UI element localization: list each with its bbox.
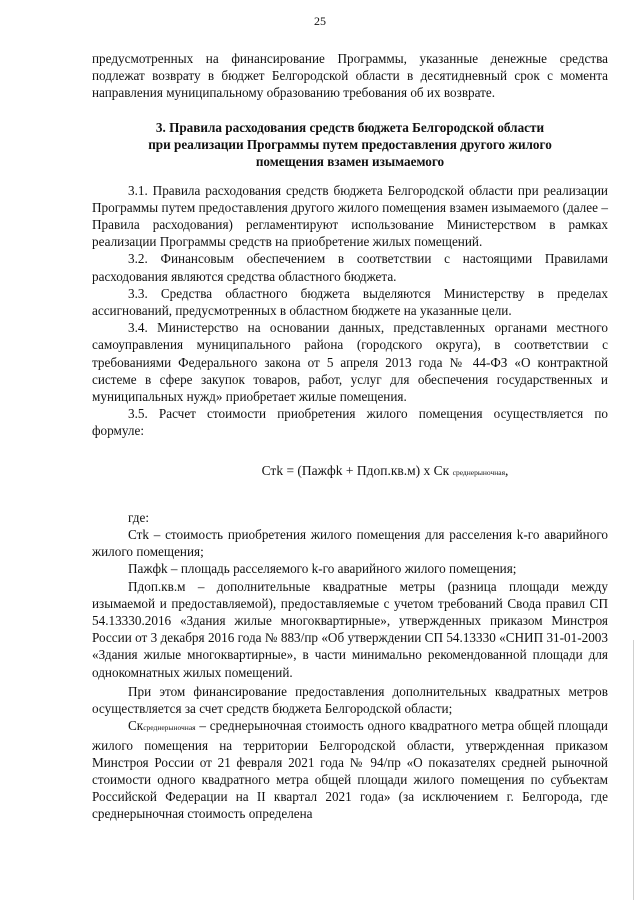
financing-paragraph: При этом финансирование предоставления дополнительных квадратных метров осуществляется за счет средств бюджета Белгородской области; (92, 683, 608, 717)
section-title-line-1: 3. Правила расходования средств бюджета Белгородской области (155, 119, 545, 135)
section-title-line-2: при реализации Программы путем предоставления другого жилого (148, 136, 552, 152)
paragraph-3-3: 3.3. Средства областного бюджета выделяются Министерству в пределах ассигнований, предусмотренных в областном бюджете на указанные цели. (92, 285, 608, 319)
definition-pdop (92, 578, 608, 681)
cost-formula (92, 462, 608, 481)
paragraph-3-1: 3.1. Правила расходования средств бюджета Белгородской области при реализации Программы путем предоставления другого жилого помещения взамен изымаемого (далее – Правила расходования) регламентируют использование Министерством в рамках реализации Программы средств на приобретение жилых помещений. (92, 182, 608, 250)
definition-pdop-symbol: Пдоп.кв.м (128, 578, 186, 594)
section-title-line-3: помещения взамен изымаемого (255, 153, 445, 169)
formula-main: Стk = (Пажфk + Пдоп.кв.м) х Ск (261, 462, 450, 478)
definition-ck-symbol: Ск (128, 718, 144, 734)
paragraph-3-2: 3.2. Финансовым обеспечением в соответствии с настоящими Правилами расходования являются средства областного бюджета. (92, 251, 608, 284)
page-number: 25 (314, 14, 326, 28)
definition-pazhfk: Пажфk – площадь расселяемого k-го аварийного жилого помещения; (128, 561, 517, 577)
formula-subscript: среднерыночная (452, 467, 506, 477)
paragraph-3-5: 3.5. Расчет стоимости приобретения жилого помещения осуществляется по формуле: (92, 406, 608, 439)
section-title (92, 119, 608, 170)
definition-ck-subscript: среднерыночная (143, 723, 196, 733)
definition-ctk: Стk – стоимость приобретения жилого помещения для расселения k-го аварийного жилого помещения; (92, 527, 608, 560)
where-label: где: (128, 509, 149, 525)
definition-ck-text: – среднерыночная стоимость одного квадратного метра общей площади жилого помещения на территории Белгородской области, утвержденная приказом Минстроя России от 21 февраля 2021 года № 94/пр «О показателях средней рыночной стоимости одного квадратного метра общей площади жилого помещения по субъектам Российской Федерации на II квартал 2021 года» (за исключением г. Белгорода, где среднерыночная стоимость определена (92, 718, 608, 822)
scan-edge-line (633, 640, 634, 900)
intro-paragraph: предусмотренных на финансирование Программы, указанные денежные средства подлежат возврату в бюджет Белгородской области в десятидневный срок с момента направления муниципальному образованию требования об их возврате. (92, 51, 608, 101)
formula-end: , (505, 462, 509, 478)
definition-ck (92, 717, 608, 822)
document-body (92, 50, 608, 823)
definition-pdop-text: – дополнительные квадратные метры (разница площади между изымаемой и предоставляемой), предоставляемые с учетом требований Свода правил СП 54.13330.2016 «Здания жилые многоквартирные», утвержденных приказом Минстроя России от 3 декабря 2016 года № 883/пр «Об утверждении СП 54.13330 «СНИП 31-01-2003 «Здания жилые многоквартирные», в части минимально рекомендованной площади для однокомнатных жилых помещений. (92, 578, 608, 680)
paragraph-3-4: 3.4. Министерство на основании данных, представленных органами местного самоуправления муниципального района (городского округа), в соответствии с требованиями Федерального закона от 5 апреля 2013 года № 44-ФЗ «О контрактной системе в сфере закупок товаров, работ, услуг для обеспечения государственных и муниципальных нужд» приобретает жилые помещения. (92, 320, 608, 405)
